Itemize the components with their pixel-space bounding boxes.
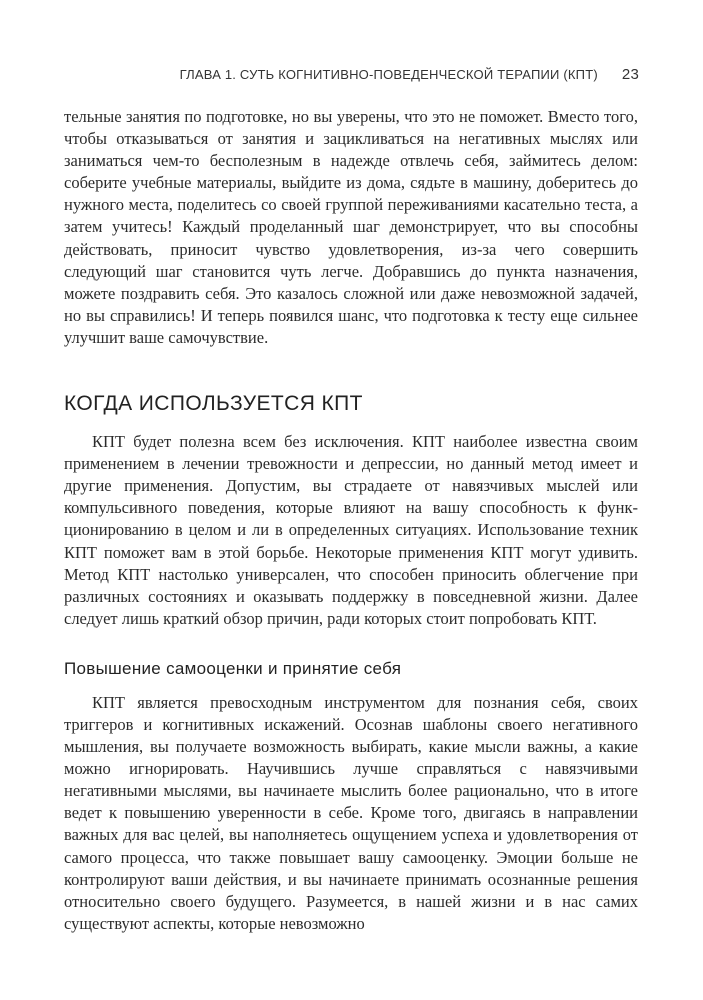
paragraph-when-cbt-used: КПТ будет полезна всем без исключения. КПТ наиболее известна своим применением в лечении тревожности и депрессии, но данный метод имеет и другие применения. Допустим, вы страдаете от навязчивых мыслей или компульсивного поведения, которые влияют на вашу способность к функционированию в целом и ли в определенных ситуациях. Использование техник КПТ поможет вам в этой борьбе. Некоторые применения КПТ могут удивить. Метод КПТ настолько универсален, что способен приносить облегчение при различных состояниях и оказывать поддержку в повседневной жизни. Далее следует лишь краткий обзор причин, ради которых стоит попробовать КПТ. — [64, 432, 638, 628]
chapter-title: ГЛАВА 1. СУТЬ КОГНИТИВНО-ПОВЕДЕНЧЕСКОЙ ТЕРАПИИ (КПТ) — [179, 67, 598, 82]
paragraph-continuation: тельные занятия по подготовке, но вы уверены, что это не поможет. Вместо того, чтобы отказываться от занятия и зацикливаться на негативных мыслях или заниматься чем-то бесполезным в надежде отвлечь себя, займитесь делом: соберите учебные материалы, выйдите из дома, сядьте в машину, доберитесь до нужного места, поделитесь со своей группой переживаниями касательно теста, а затем учитесь! Каждый проделанный шаг демонстрирует, что вы способны действовать, приносит чувство удовлетворения, из-за чего совершить следующий шаг становится чуть легче. Добравшись до пункта назначения, можете поздравить себя. Это казалось сложной или даже невозможной задачей, но вы справились! И теперь появился шанс, что подготовка к тесту еще сильнее улучшит ваше самочувствие. — [64, 107, 638, 347]
page-number: 23 — [621, 66, 639, 83]
running-header — [64, 66, 639, 90]
section-heading: КОГДА ИСПОЛЬЗУЕТСЯ КПТ — [64, 392, 363, 416]
page-body — [64, 106, 638, 935]
paragraph-self-esteem: КПТ является превосходным инструментом для познания себя, своих триггеров и когнитивных искажений. Осознав шаблоны своего негативного мышления, вы получаете возможность выбирать, какие мысли важны, а какие можно игнорировать. Научившись лучше справляться с навязчивыми негативными мыслями, вы начинаете мыслить более рационально, что в итоге ведет к повышению уверенности в себе. Кроме того, двигаясь в направлении важных для вас целей, вы наполняетесь ощущением успеха и удовлетворения от самого процесса, что также повышает вашу самооценку. Эмоции больше не контролируют ваши действия, и вы начинаете принимать осознанные решения относительно своего будущего. Разумеется, в нашей жизни и в нас самих существуют аспекты, которые невозможно — [64, 692, 638, 933]
subsection-heading: Повышение самооценки и принятие себя — [64, 658, 402, 678]
